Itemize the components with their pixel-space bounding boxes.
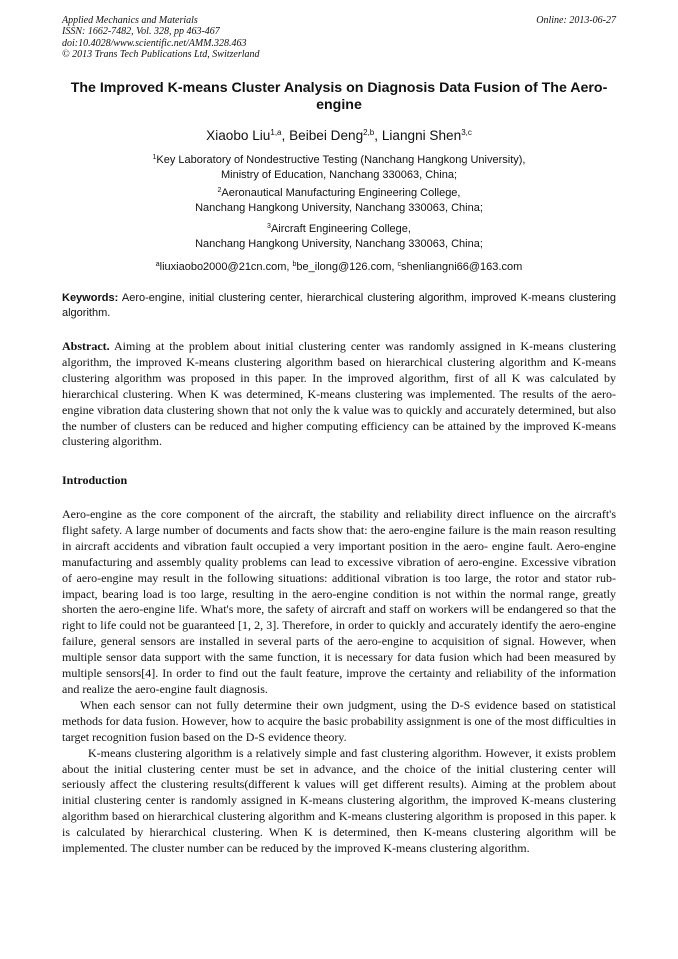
email-address: shenliangni66@163.com <box>401 261 523 273</box>
issn-line: ISSN: 1662-7482, Vol. 328, pp 463-467 <box>62 26 220 38</box>
journal-header <box>62 15 616 61</box>
journal-name: Applied Mechanics and Materials <box>62 15 198 26</box>
email-sup: a <box>155 261 160 268</box>
affiliation-line: Nanchang Hangkong University, Nanchang 330063, China; <box>195 202 483 215</box>
author-sup: 2,b <box>363 128 375 137</box>
affiliation-sup: 2 <box>217 187 222 194</box>
author-sup: 1,a <box>270 128 282 137</box>
affiliation-line: Key Laboratory of Nondestructive Testing (Nanchang Hangkong University), <box>156 154 526 166</box>
abstract-text: Aiming at the problem about initial clustering center was randomly assigned in K-means clustering algorithm, the improved K-means clustering algorithm based on hierarchical clustering algorithm and K-means clustering algorithm was proposed in this paper. In the improved algorithm, first of all K was calculated by hierarchical clustering. When K was determined, K-means clustering was implemented. The results of the aero-engine vibration data clustering shown that not only the k value was to quickly and accurately determined, but also the number of clusters can be reduced and higher computing efficiency can be attained by the improved K-means clustering algorithm. <box>62 339 616 449</box>
affiliation-line: Aeronautical Manufacturing Engineering College, <box>221 187 461 199</box>
section-heading-introduction: Introduction <box>62 473 128 487</box>
keywords <box>62 291 616 320</box>
email-address: be_ilong@126.com <box>296 261 392 273</box>
author-list: Xiaobo Liu$^{1,a}$, Beibei Deng$^{2,b}$, Liangni Shen$^{3,c}$ <box>206 128 472 143</box>
affiliation-1 <box>62 150 616 183</box>
keywords-label: Keywords: <box>62 292 119 304</box>
email-list: $^a$liuxiaobo2000@21cn.com, $^b$be_ilong@126.com, $^c$shenliangni66@163.com <box>155 261 523 273</box>
author-name: Liangni Shen <box>381 128 462 143</box>
keywords-text: Aero-engine, initial clustering center, hierarchical clustering algorithm, improved K-means clustering algorithm. <box>62 292 616 319</box>
author-name: Beibei Deng <box>289 128 364 143</box>
affiliation-sup: 3 <box>267 223 271 230</box>
author-name: Xiaobo Liu <box>206 128 271 143</box>
affiliation-line: Nanchang Hangkong University, Nanchang 330063, China; <box>195 238 483 251</box>
abstract <box>62 339 616 450</box>
paragraph: When each sensor can not fully determine their own judgment, using the D-S evidence based on statistical methods for data fusion. However, how to acquire the basic probability assignment is one of the most difficulties in target recognition fusion based on the D-S evidence theory. <box>62 697 616 744</box>
affiliation-line: Ministry of Education, Nanchang 330063, China; <box>220 169 458 182</box>
affiliation-3 <box>62 219 616 252</box>
paper-title: The Improved K-means Cluster Analysis on Diagnosis Data Fusion of The Aero-engine <box>70 80 608 113</box>
email-sup: b <box>292 261 297 268</box>
email-sup: c <box>397 261 401 268</box>
abstract-label: Abstract. <box>62 339 110 353</box>
doi-line: doi:10.4028/www.scientific.net/AMM.328.463 <box>62 37 247 49</box>
affiliation-line: Aircraft Engineering College, <box>270 223 411 235</box>
author-sup: 3,c <box>461 128 472 137</box>
email-address: liuxiaobo2000@21cn.com <box>159 261 287 273</box>
affiliation-2 <box>62 183 616 216</box>
paragraph: Aero-engine as the core component of the aircraft, the stability and reliability direct influence on the aircraft's flight safety. A large number of documents and facts show that: the aero-engine failure is the main reason resulting in aircraft accidents and vibration fault occupied a very important position in the aero- engine fault. Aero-engine manufacturing and assembly quality problems can lead to excessive vibration of aero-engine. Excessive vibration of aero-engine may result in the following situations: additional vibration is too large, the rotor and stator rub-impact, bearing load is too large, resulting in the aero-engine condition is not within the normal range, greatly shorten the aero-engine life. What's more, the safety of aircraft and staff on workers will be endangered so that the right to life could not be guaranteed [1, 2, 3]. Therefore, in order to quickly and accurately identify the aero-engine failure, general sensors are installed in several parts of the aero-engine to acquisition of signal. However, when multiple sensor data support with the same function, it is necessary for data fusion which had been measured by multiple sensors[4]. In order to find out the fault feature, improve the certainty and reliability of the information and realize the aero-engine fault diagnosis. <box>62 507 616 696</box>
affiliation-sup: 1 <box>152 154 157 161</box>
online-date: Online: 2013-06-27 <box>536 15 616 26</box>
introduction-body <box>62 507 616 857</box>
copyright-line: © 2013 Trans Tech Publications Ltd, Switzerland <box>62 49 260 61</box>
paragraph: K-means clustering algorithm is a relatively simple and fast clustering algorithm. However, it exists problem about the initial clustering center must be set in advance, and the choice of the initial clustering center will seriously affect the clustering results(different k values will get different results). Aiming at the problem about initial clustering center is randomly assigned in K-means clustering algorithm, the improved K-means clustering algorithm based on hierarchical clustering algorithm and K-means clustering algorithm is proposed in this paper. k is calculated by hierarchical clustering. When K is determined, then K-means clustering algorithm will be implemented. The cluster number can be reduced by the improved K-means clustering algorithm. <box>62 745 616 856</box>
